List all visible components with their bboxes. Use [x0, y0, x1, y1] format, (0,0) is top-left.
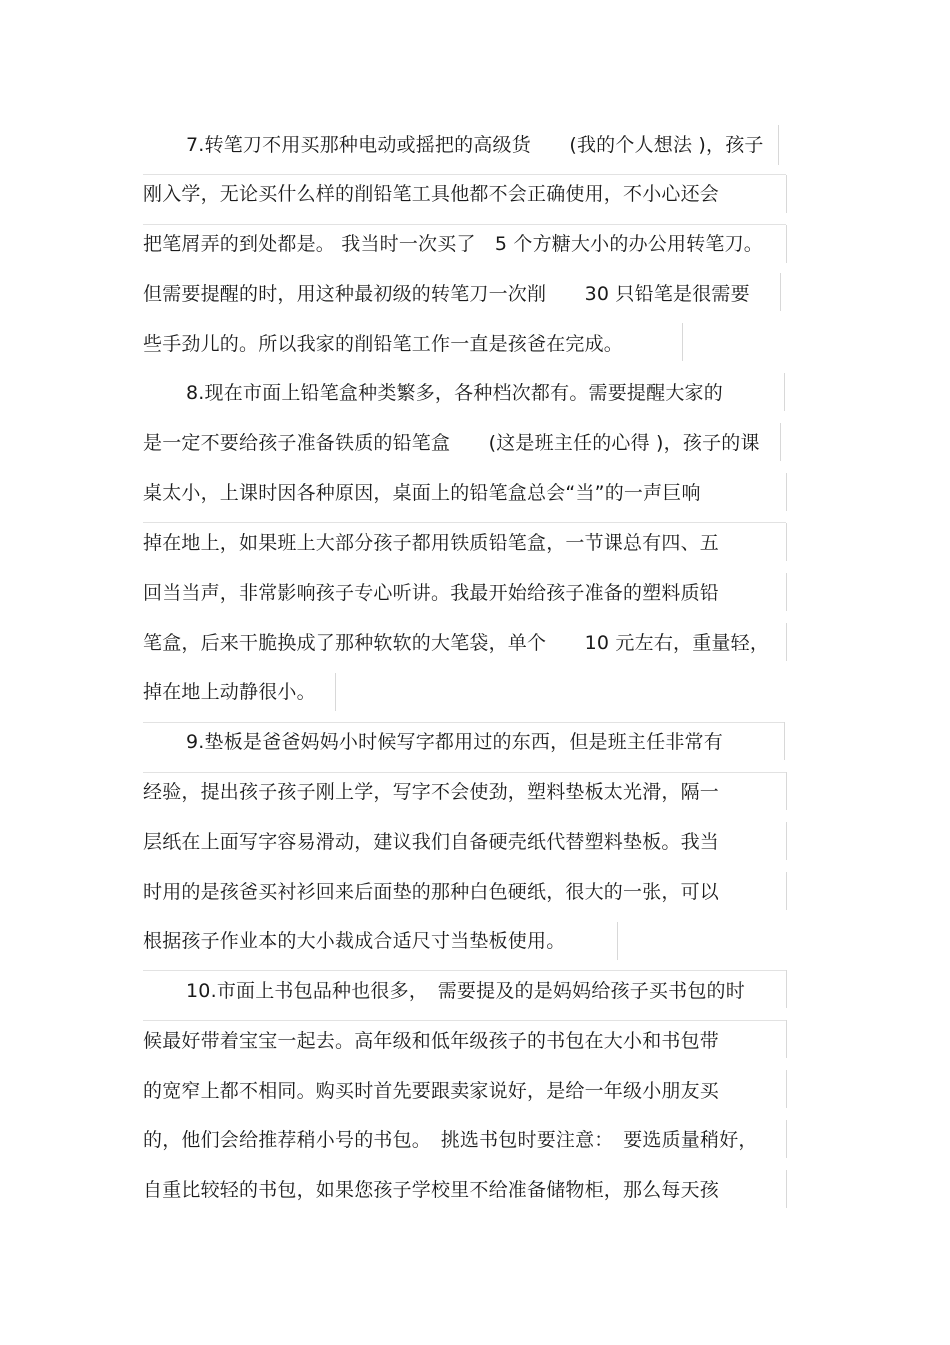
paragraph-7-line-1: 7.转笔刀不用买那种电动或摇把的高级货 (我的个人想法 )，孩子 [186, 134, 764, 156]
right-rule [786, 225, 787, 263]
right-rule [682, 323, 683, 361]
right-rule [786, 970, 787, 1008]
right-rule [786, 1020, 787, 1058]
row-rule [143, 970, 786, 971]
paragraph-8-line-2: 是一定不要给孩子准备铁质的铅笔盒 (这是班主任的心得 )，孩子的课 [143, 432, 760, 454]
row-rule [143, 722, 784, 723]
right-rule [786, 1070, 787, 1108]
paragraph-8-line-3: 桌太小，上课时因各种原因，桌面上的铅笔盒总会“当”的一声巨响 [143, 482, 701, 504]
row-rule [143, 174, 786, 175]
paragraph-8-line-5: 回当当声，非常影响孩子专心听讲。我最开始给孩子准备的塑料质铅 [143, 582, 720, 604]
row-rule [143, 1020, 786, 1021]
paragraph-7-line-3: 把笔屑弄的到处都是。 我当时一次买了 5 个方糖大小的办公用转笔刀。 [143, 233, 763, 255]
right-rule [786, 473, 787, 511]
right-rule [786, 573, 787, 611]
right-rule [784, 373, 785, 411]
right-rule [786, 1120, 787, 1158]
paragraph-9-line-3: 层纸在上面写字容易滑动，建议我们自备硬壳纸代替塑料垫板。我当 [143, 831, 720, 853]
right-rule [780, 423, 781, 461]
paragraph-8-line-1: 8.现在市面上铅笔盒种类繁多，各种档次都有。需要提醒大家的 [186, 382, 723, 404]
paragraph-9-line-5: 根据孩子作业本的大小裁成合适尺寸当垫板使用。 [143, 930, 566, 952]
right-rule [786, 623, 787, 661]
right-rule [786, 175, 787, 213]
right-rule [778, 125, 779, 165]
right-rule [786, 872, 787, 910]
row-rule [143, 522, 786, 523]
paragraph-7-line-4: 但需要提醒的时，用这种最初级的转笔刀一次削 30 只铅笔是很需要 [143, 283, 750, 305]
paragraph-10-line-2: 候最好带着宝宝一起去。高年级和低年级孩子的书包在大小和书包带 [143, 1030, 720, 1052]
paragraph-7-line-2: 刚入学，无论买什么样的削铅笔工具他都不会正确使用，不小心还会 [143, 183, 720, 205]
right-rule [617, 922, 618, 960]
right-rule [786, 822, 787, 860]
right-rule [786, 1170, 787, 1208]
paragraph-10-line-3: 的宽窄上都不相同。购买时首先要跟卖家说好，是给一年级小朋友买 [143, 1080, 720, 1102]
paragraph-9-line-1: 9.垫板是爸爸妈妈小时候写字都用过的东西，但是班主任非常有 [186, 731, 723, 753]
right-rule [784, 722, 785, 760]
paragraph-10-line-4: 的，他们会给推荐稍小号的书包。 挑选书包时要注意： 要选质量稍好， [143, 1129, 758, 1151]
right-rule [786, 523, 787, 561]
paragraph-7-line-5: 些手劲儿的。所以我家的削铅笔工作一直是孩爸在完成。 [143, 333, 624, 355]
paragraph-8-line-6: 笔盒，后来干脆换成了那种软软的大笔袋，单个 10 元左右，重量轻， [143, 632, 770, 654]
row-rule [143, 224, 786, 225]
right-rule [786, 772, 787, 810]
row-rule [143, 772, 786, 773]
paragraph-10-line-5: 自重比较轻的书包，如果您孩子学校里不给准备储物柜，那么每天孩 [143, 1179, 720, 1201]
paragraph-8-line-4: 掉在地上，如果班上大部分孩子都用铁质铅笔盒，一节课总有四、五 [143, 532, 720, 554]
paragraph-9-line-4: 时用的是孩爸买衬衫回来后面垫的那种白色硬纸，很大的一张，可以 [143, 881, 720, 903]
paragraph-9-line-2: 经验，提出孩子孩子刚上学，写字不会使劲，塑料垫板太光滑，隔一 [143, 781, 720, 803]
paragraph-8-line-7: 掉在地上动静很小。 [143, 681, 316, 703]
right-rule [335, 673, 336, 711]
paragraph-10-line-1: 10.市面上书包品种也很多， 需要提及的是妈妈给孩子买书包的时 [186, 980, 745, 1002]
right-rule [780, 273, 781, 311]
